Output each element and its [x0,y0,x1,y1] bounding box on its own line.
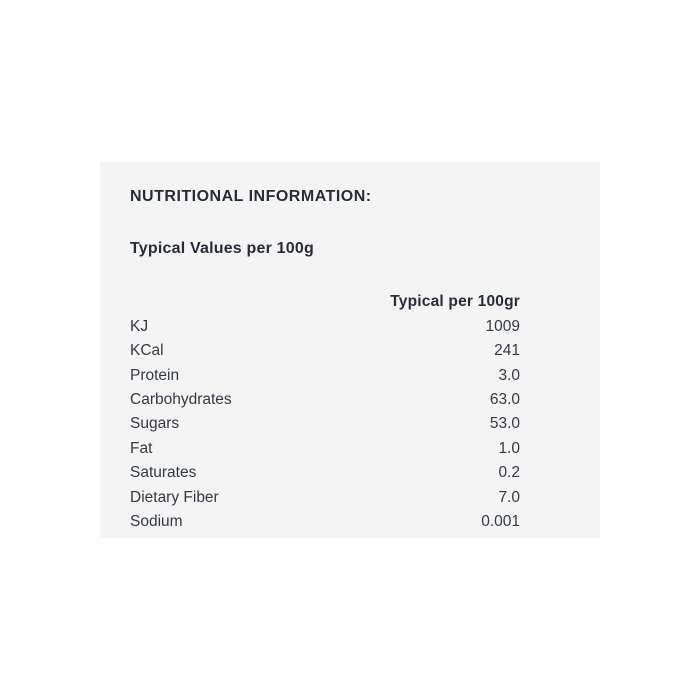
nutrition-title: NUTRITIONAL INFORMATION: [130,188,372,205]
row-label: Protein [130,366,180,384]
table-row [130,314,520,338]
row-label: Sodium [130,513,183,531]
row-value: 53.0 [489,415,520,433]
row-value: 0.001 [481,513,520,531]
row-value: 1.0 [498,439,520,457]
row-value: 7.0 [498,488,520,506]
row-value: 0.2 [498,464,520,482]
row-label: KJ [130,317,149,335]
table-row [130,510,520,534]
row-label: Dietary Fiber [130,488,219,506]
row-value: 241 [494,342,520,360]
row-label: Saturates [130,464,197,482]
table-row [130,437,520,461]
row-label: Fat [130,439,153,457]
row-value: 63.0 [489,390,520,408]
value-column-header: Typical per 100gr [390,293,520,311]
row-value: 1009 [485,317,520,335]
row-label: Sugars [130,415,180,433]
table-row [130,486,520,510]
nutrition-panel [100,162,600,538]
table-header-row [130,290,520,314]
nutrition-subtitle: Typical Values per 100g [130,240,314,257]
row-label: Carbohydrates [130,390,232,408]
table-row [130,339,520,363]
row-label: KCal [130,342,164,360]
table-row [130,412,520,436]
row-value: 3.0 [498,366,520,384]
table-row [130,363,520,387]
table-row [130,461,520,485]
table-row [130,388,520,412]
nutrition-table [130,290,520,534]
